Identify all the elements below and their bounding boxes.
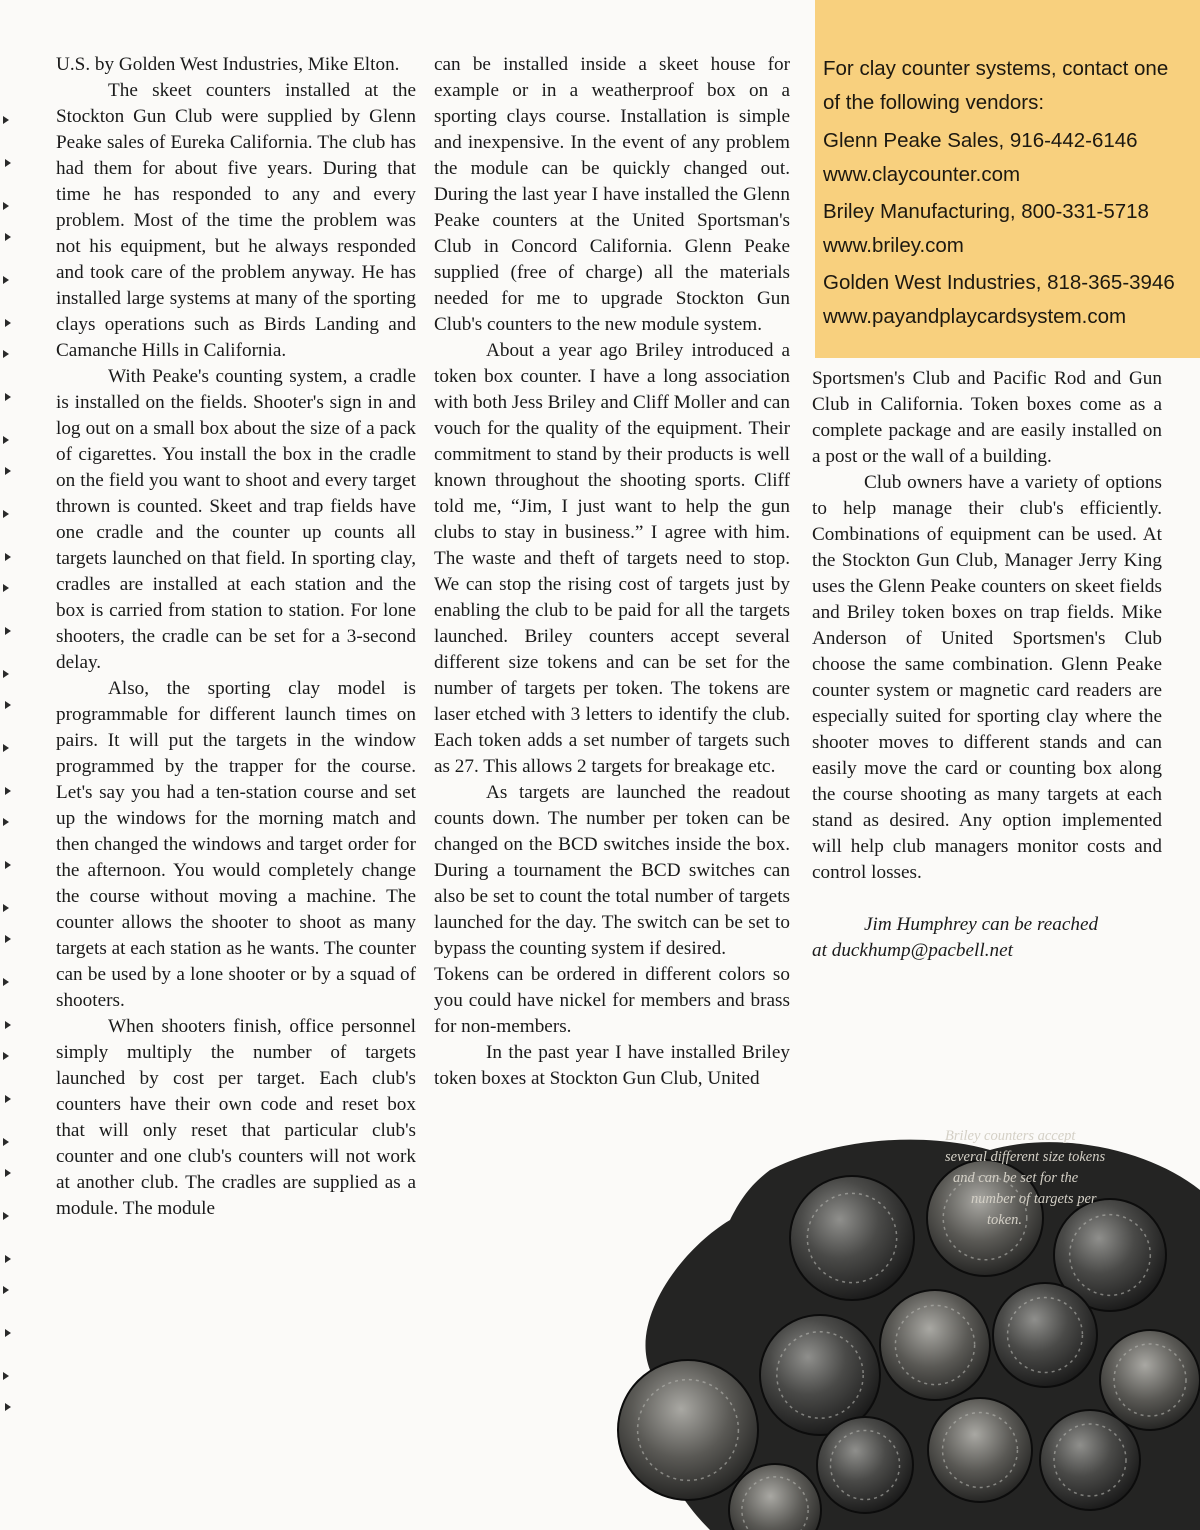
margin-mark — [3, 1286, 9, 1294]
paragraph: In the past year I have installed Briley token boxes at Stockton Gun Club, United — [434, 1042, 790, 1089]
margin-mark — [5, 233, 11, 241]
margin-mark — [3, 978, 9, 986]
vendor-name-phone: Briley Manufacturing, 800-331-5718 — [823, 200, 1149, 223]
paragraph: Club owners have a variety of options to help manage their club's efficiently. Combinations of equipment can be used. At the Stockton Gun Club, Manager Jerry King uses the Glenn Peake counters on skeet fields and Briley token boxes on trap fields. Mike Anderson of United Sportsmen's Club choose the same combination. Glenn Peake counter system or magnetic card readers are especially suited for sporting clay where the shooter moves to different stands and can easily move the card or counting box along the course shooting as many targets at each stand as desired. Any option implemented will help club managers monitor costs and control losses. — [812, 472, 1162, 883]
vendor-entry — [823, 124, 1190, 192]
margin-mark — [5, 1329, 11, 1337]
margin-mark — [3, 818, 9, 826]
margin-mark — [3, 202, 9, 210]
caption-line: Briley counters accept — [945, 1128, 1076, 1144]
margin-mark — [5, 701, 11, 709]
margin-mark — [3, 436, 9, 444]
paragraph: About a year ago Briley introduced a token box counter. I have a long association with both Jess Briley and Cliff Moller and can vouch for the quality of the equipment. Their commitment to stand by their products is well known throughout the shooting sports. Cliff told me, “Jim, I just want to help the gun clubs to stay in business.” I agree with him. The waste and theft of targets need to stop. We can stop the rising cost of targets just by enabling the club to be paid for all the targets launched. Briley counters accept several different size tokens and can be set for the number of targets per token. The tokens are laser etched with 3 letters to identify the club. Each token adds a set number of targets such as 27. This allows 2 targets for breakage etc. — [434, 340, 790, 777]
paragraph: U.S. by Golden West Industries, Mike Elton. — [56, 54, 400, 75]
token-coin — [928, 1398, 1032, 1502]
signoff-line: at duckhump@pacbell.net — [812, 940, 1013, 961]
margin-mark — [5, 1095, 11, 1103]
vendor-sidebar — [815, 0, 1200, 358]
margin-mark — [5, 787, 11, 795]
margin-mark — [3, 1052, 9, 1060]
margin-mark — [3, 904, 9, 912]
paragraph: When shooters finish, office personnel simply multiply the number of targets launched by cost per target. Each club's counters have their own code and reset box that will only reset that particular club's counter and one club's counters will not work at another club. The cradles are supplied as a module. The module — [56, 1016, 416, 1219]
paragraph: Tokens can be ordered in different colors so you could have nickel for members and brass for non-members. — [434, 964, 790, 1037]
token-coin — [790, 1176, 914, 1300]
vendor-name-phone: Glenn Peake Sales, 916-442-6146 — [823, 129, 1138, 152]
margin-mark — [3, 1138, 9, 1146]
margin-mark — [5, 319, 11, 327]
author-signoff — [812, 912, 1162, 964]
vendor-url: www.claycounter.com — [823, 163, 1021, 186]
vendor-entry — [823, 195, 1190, 263]
paragraph: Sportsmen's Club and Pacific Rod and Gun Club in California. Token boxes come as a complete package and are easily installed on a post or the wall of a building. — [812, 368, 1162, 467]
margin-mark — [3, 1372, 9, 1380]
vendor-url: www.briley.com — [823, 234, 964, 257]
margin-mark — [5, 861, 11, 869]
article-column-2 — [434, 52, 790, 1092]
token-coin — [618, 1360, 758, 1500]
margin-mark — [3, 510, 9, 518]
margin-mark — [5, 627, 11, 635]
token-coin — [993, 1283, 1097, 1387]
paragraph: Also, the sporting clay model is programmable for different launch times on pairs. It will put the targets in the window programmed by the trapper for the course. Let's say you had a ten-station course and set up the windows for the morning match and then changed the windows and target order for the afternoon. You would completely change the course without moving a machine. The counter allows the shooter to shoot as many targets at each station as he wants. The counter can be used by a lone shooter or by a squad of shooters. — [56, 678, 416, 1011]
vendor-entry — [823, 266, 1190, 334]
caption-line: several different size tokens — [945, 1149, 1106, 1165]
paragraph: As targets are launched the readout counts down. The number per token can be changed on the BCD switches inside the box. During a tournament the BCD switches can also be set to count the total number of targets launched for the day. The switch can be set to bypass the counting system if desired. — [434, 782, 790, 959]
token-coin — [817, 1417, 913, 1513]
paragraph: With Peake's counting system, a cradle is installed on the fields. Shooter's sign in and log out on a small box about the size of a pack of cigarettes. You install the box in the cradle on the field you want to shoot and every target thrown is counted. Skeet and trap fields have one cradle and the counter up counts all targets launched on that field. In sporting clay, cradles are installed at each station and the box is carried from station to station. For lone shooters, the cradle can be set for a 3-second delay. — [56, 366, 416, 673]
vendor-url: www.payandplaycardsystem.com — [823, 305, 1127, 328]
margin-mark — [5, 1403, 11, 1411]
photo-caption — [945, 1126, 1175, 1231]
margin-mark — [5, 159, 11, 167]
margin-mark — [3, 116, 9, 124]
article-column-3 — [812, 366, 1162, 964]
margin-mark — [3, 1212, 9, 1220]
margin-mark — [5, 1255, 11, 1263]
paragraph: The skeet counters installed at the Stockton Gun Club were supplied by Glenn Peake sales of Eureka California. The club has had them for about five years. During that time he has responded to any and every problem. Most of the time the problem was not his equipment, but he always responded and took care of the problem anyway. He has installed large systems at many of the sporting clays operations such as Birds Landing and Camanche Hills in California. — [56, 80, 416, 361]
column-3-body — [812, 366, 1162, 886]
sidebar-intro — [823, 52, 1190, 120]
sidebar-intro-line: of the following vendors: — [823, 91, 1045, 114]
caption-line: number of targets per — [971, 1191, 1097, 1207]
article-column-1 — [56, 52, 416, 1222]
margin-mark — [5, 1169, 11, 1177]
margin-mark — [5, 935, 11, 943]
margin-mark — [3, 744, 9, 752]
sidebar-intro-line: For clay counter systems, contact one — [823, 57, 1169, 80]
margin-mark — [3, 276, 9, 284]
margin-mark — [5, 393, 11, 401]
caption-line: token. — [987, 1212, 1023, 1228]
margin-mark — [3, 584, 9, 592]
margin-mark — [3, 350, 9, 358]
paragraph: can be installed inside a skeet house for example or in a weatherproof box on a sporting clays course. Installation is simple and inexpensive. In the event of any problem the module can be quickly changed out. During the last year I have installed the Glenn Peake counters at the United Sportsman's Club in Concord California. Glenn Peake supplied (free of charge) all the materials needed for me to upgrade Stockton Gun Club's counters to the new module system. — [434, 54, 790, 335]
token-coin — [1100, 1330, 1200, 1430]
token-coin — [1040, 1410, 1140, 1510]
vendor-name-phone: Golden West Industries, 818-365-3946 — [823, 271, 1175, 294]
margin-scan-marks — [0, 100, 16, 1440]
margin-mark — [5, 467, 11, 475]
margin-mark — [3, 670, 9, 678]
margin-mark — [5, 1021, 11, 1029]
signoff-line: Jim Humphrey can be reached — [864, 914, 1099, 935]
token-coin — [880, 1290, 990, 1400]
margin-mark — [5, 553, 11, 561]
caption-line: and can be set for the — [953, 1170, 1079, 1186]
